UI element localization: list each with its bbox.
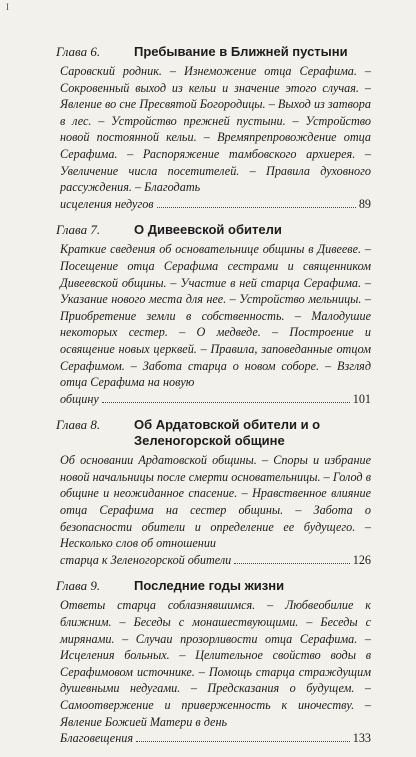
page-number: 133 [352, 731, 371, 746]
chapter-number: Глава 9. [56, 578, 101, 594]
chapter-9 [56, 578, 371, 746]
chapter-summary-text: Об основании Ардатовской общины. – Споры и избрание новой начальницы после смерти основательницы. – Голод в общине и неожиданное спасение. – Нравственное влияние отца Серафима на сестер общины. – Забота о безопасности обители и определение ее будущего. – Несколько слов об отношении [60, 453, 371, 551]
chapter-8 [56, 417, 371, 568]
chapter-summary [56, 63, 371, 212]
summary-last-phrase: Благовещения [60, 731, 134, 746]
toc-entry-line [60, 196, 371, 213]
chapter-heading [56, 222, 371, 238]
page-number: 126 [352, 552, 371, 567]
chapter-7 [56, 222, 371, 407]
chapter-title: О Дивеевской обители [134, 222, 282, 238]
chapter-heading [56, 417, 371, 449]
toc-entry-line [60, 730, 371, 747]
chapter-6 [56, 44, 371, 212]
chapter-heading [56, 44, 371, 60]
chapter-number: Глава 7. [56, 222, 101, 238]
chapter-title: Пребывание в Ближней пустыни [134, 44, 348, 59]
summary-last-phrase: старца к Зеленогорской обители [60, 552, 232, 567]
page-number: 101 [352, 391, 371, 406]
page-corner-mark: I [6, 2, 9, 12]
chapter-summary-text: Саровский родник. – Изнеможение отца Серафима. – Сокровенный выход из кельи и значение этого случая. – Явление во сне Пресвятой Богородицы. – Выход из затвора в лес. – Устройство прежней пустыни. – Устройство новой постоянной кельи. – Времяпрепровождение отца Серафима. – Распоряжение тамбовского архиерея. – Увеличение числа посетителей. – Правила духовного рассуждения. – Благодать [60, 64, 371, 195]
summary-last-phrase: исцеления недугов [60, 196, 154, 211]
chapter-summary [56, 597, 371, 746]
chapter-number: Глава 6. [56, 44, 101, 59]
chapter-summary-text: Краткие сведения об основательнице общины в Дивееве. – Посещение отца Серафима сестрами и священником Дивеевской общины. – Участие в ней старца Серафима. – Указание нового места для нее. – Устройство мельницы. – Приобретение земли в собственность. – Малодушие некоторых сестер. – О медведе. – Построение и освящение новых церквей. – Правила, заповеданные отцом Серафимом. – Забота старца о новом соборе. – Взгляд отца Серафима на новую [60, 242, 371, 390]
chapter-summary-text: Ответы старца соблазнявшимся. – Любвеобилие к ближним. – Беседы с монашествующими. – Беседы с мирянами. – Случаи прозорливости отца Серафима. – Исцеления больных. – Целительное свойство воды в Серафимовом источнике. – Помощь старца страждущим душевными недугами. – Предсказания о будущем. – Самоотвержение и приверженность к иночеству. – Явление Божией Матери в день [60, 598, 371, 729]
chapter-title: Об Ардатовской обители и о Зеленогорской общине [134, 417, 321, 449]
dot-leader [234, 563, 349, 564]
dot-leader [102, 402, 350, 403]
chapter-summary [56, 241, 371, 407]
toc-entry-line [60, 391, 371, 408]
summary-last-phrase: общину [60, 391, 99, 406]
chapter-summary [56, 452, 371, 568]
chapter-number: Глава 8. [56, 417, 101, 433]
chapter-heading [56, 578, 371, 594]
toc-entry-line [60, 552, 371, 569]
dot-leader [136, 741, 350, 742]
chapter-title: Последние годы жизни [134, 578, 285, 594]
dot-leader [157, 207, 356, 208]
toc-page [56, 44, 371, 757]
page-number: 89 [358, 196, 371, 211]
